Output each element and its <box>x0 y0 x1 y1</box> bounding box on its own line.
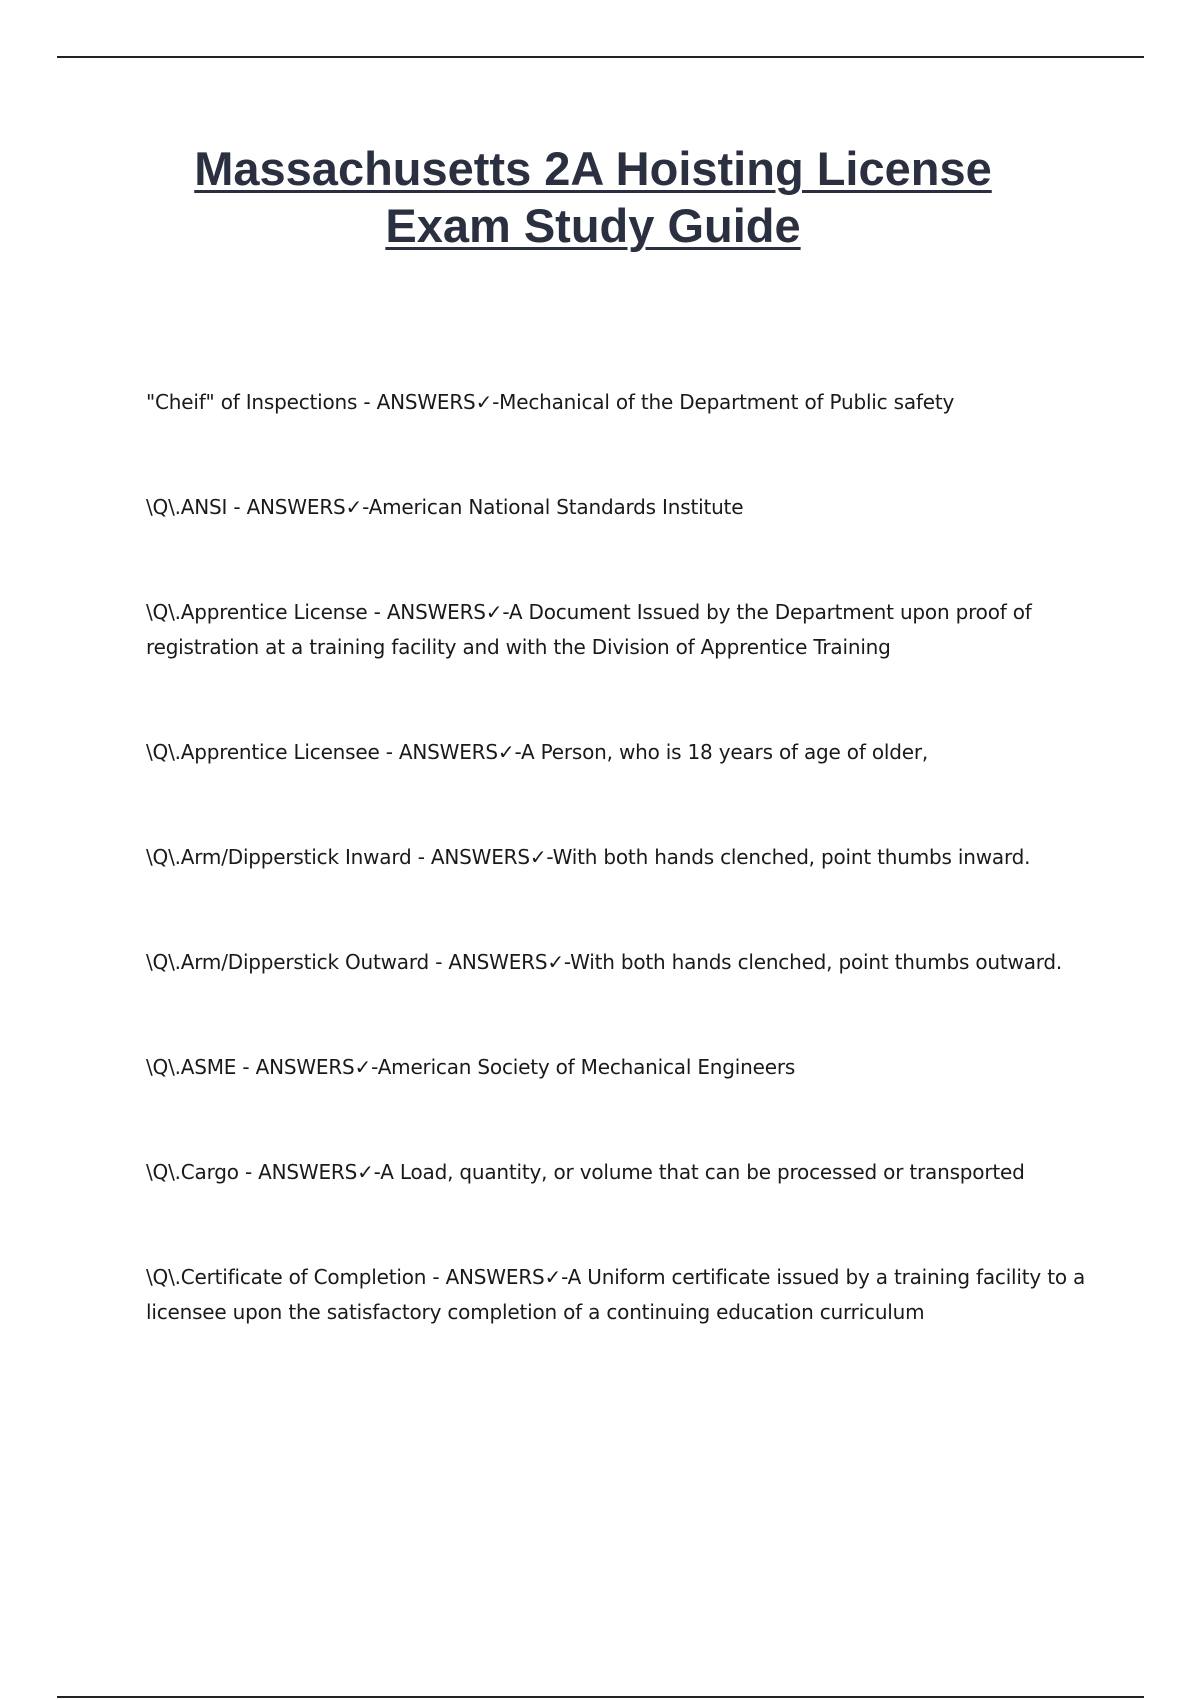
check-icon: ✓ <box>475 390 493 414</box>
check-icon: ✓ <box>547 950 564 974</box>
qa-answer: American National Standards Institute <box>368 495 744 519</box>
answers-marker: ANSWERS <box>376 390 476 414</box>
qa-item: "Cheif" of Inspections - ANSWERS✓-Mechanical of the Department of Public safety <box>146 390 955 414</box>
answers-marker: ANSWERS <box>445 1265 545 1289</box>
bottom-rule <box>57 1696 1144 1698</box>
qa-answer: A Document Issued by the Department upon proof of registration at a training facility and with the Division of Apprentice Training <box>146 600 1032 659</box>
document-title <box>60 140 1126 254</box>
qa-term: \Q\.Apprentice Licensee <box>146 740 380 764</box>
qa-term: \Q\.ASME <box>146 1055 237 1079</box>
check-icon: ✓ <box>485 600 503 624</box>
check-icon: ✓ <box>354 1055 372 1079</box>
qa-term: \Q\.ANSI <box>146 495 228 519</box>
qa-answer: A Load, quantity, or volume that can be processed or transported <box>380 1160 1025 1184</box>
qa-list <box>146 385 1106 1400</box>
qa-term: \Q\.Certificate of Completion <box>146 1265 427 1289</box>
qa-answer: With both hands clenched, point thumbs outward. <box>570 950 1063 974</box>
qa-answer: With both hands clenched, point thumbs inward. <box>552 845 1031 869</box>
answers-marker: ANSWERS <box>246 495 346 519</box>
qa-term: \Q\.Cargo <box>146 1160 239 1184</box>
check-icon: ✓ <box>497 740 515 764</box>
title-line-2: Exam Study Guide <box>385 199 801 252</box>
qa-term: \Q\.Arm/Dipperstick Outward <box>146 950 430 974</box>
answers-marker: ANSWERS <box>398 740 498 764</box>
qa-answer: A Uniform certificate issued by a training facility to a licensee upon the satisfactory completion of a continuing education curriculum <box>146 1265 1086 1324</box>
qa-term: "Cheif" of Inspections <box>146 390 358 414</box>
qa-answer: A Person, who is 18 years of age of older, <box>521 740 928 764</box>
answers-marker: ANSWERS <box>386 600 486 624</box>
qa-answer: American Society of Mechanical Engineers <box>377 1055 796 1079</box>
answers-marker: ANSWERS <box>430 845 530 869</box>
qa-item: \Q\.Apprentice Licensee - ANSWERS✓-A Person, who is 18 years of age of older, <box>146 740 928 764</box>
qa-item: \Q\.ASME - ANSWERS✓-American Society of Mechanical Engineers <box>146 1055 796 1079</box>
qa-item: \Q\.Certificate of Completion - ANSWERS✓-A Uniform certificate issued by a training facility to a licensee upon the satisfactory completion of a continuing education curriculum <box>146 1265 1086 1324</box>
qa-item: \Q\.Cargo - ANSWERS✓-A Load, quantity, or volume that can be processed or transported <box>146 1160 1025 1184</box>
top-rule <box>57 56 1144 58</box>
qa-item: \Q\.Arm/Dipperstick Outward - ANSWERS✓-With both hands clenched, point thumbs outward. <box>146 950 1063 974</box>
qa-term: \Q\.Arm/Dipperstick Inward <box>146 845 412 869</box>
qa-item: \Q\.ANSI - ANSWERS✓-American National Standards Institute <box>146 495 744 519</box>
check-icon: ✓ <box>357 1160 374 1184</box>
title-line-1: Massachusetts 2A Hoisting License <box>194 142 992 195</box>
check-icon: ✓ <box>544 1265 562 1289</box>
check-icon: ✓ <box>345 495 363 519</box>
qa-term: \Q\.Apprentice License <box>146 600 368 624</box>
qa-item: \Q\.Apprentice License - ANSWERS✓-A Document Issued by the Department upon proof of registration at a training facility and with the Division of Apprentice Training <box>146 600 1032 659</box>
answers-marker: ANSWERS <box>255 1055 355 1079</box>
qa-answer: Mechanical of the Department of Public safety <box>499 390 955 414</box>
qa-item: \Q\.Arm/Dipperstick Inward - ANSWERS✓-With both hands clenched, point thumbs inward. <box>146 845 1031 869</box>
answers-marker: ANSWERS <box>448 950 548 974</box>
check-icon: ✓ <box>529 845 547 869</box>
answers-marker: ANSWERS <box>258 1160 358 1184</box>
